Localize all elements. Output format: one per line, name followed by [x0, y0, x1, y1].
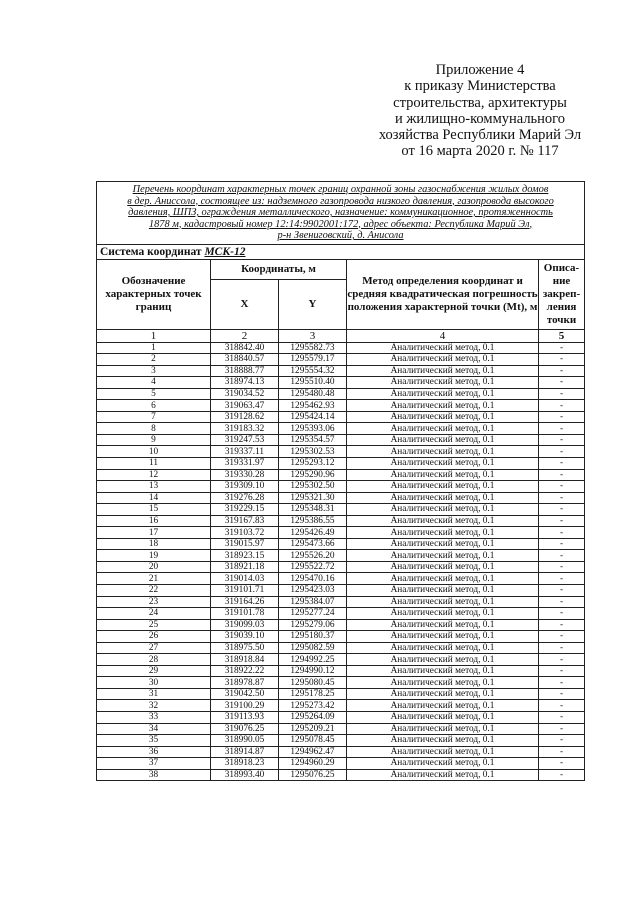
method-value: Аналитический метод, 0.1	[347, 388, 539, 400]
y-value: 1295522.72	[279, 561, 347, 573]
method-value: Аналитический метод, 0.1	[347, 342, 539, 354]
x-value: 318990.05	[211, 735, 279, 747]
table-row	[97, 631, 585, 643]
table-row	[97, 469, 585, 481]
method-value: Аналитический метод, 0.1	[347, 596, 539, 608]
coordinate-system-value: МСК-12	[204, 245, 246, 258]
method-value: Аналитический метод, 0.1	[347, 365, 539, 377]
y-value: 1295462.93	[279, 400, 347, 412]
point-number: 17	[97, 527, 211, 539]
y-value: 1295277.24	[279, 608, 347, 620]
header-line: строительства, архитектуры	[393, 94, 567, 111]
description-value: -	[539, 758, 585, 770]
y-value: 1295510.40	[279, 377, 347, 389]
method-value: Аналитический метод, 0.1	[347, 481, 539, 493]
description-value: -	[539, 538, 585, 550]
table-row	[97, 688, 585, 700]
description-value: -	[539, 642, 585, 654]
y-value: 1294962.47	[279, 746, 347, 758]
description-value: -	[539, 550, 585, 562]
description-value: -	[539, 573, 585, 585]
header-x: X	[211, 279, 279, 329]
method-value: Аналитический метод, 0.1	[347, 469, 539, 481]
header-line: и жилищно-коммунального	[394, 110, 566, 127]
description-value: -	[539, 631, 585, 643]
table-row	[97, 758, 585, 770]
point-number: 33	[97, 712, 211, 724]
point-number: 35	[97, 735, 211, 747]
method-value: Аналитический метод, 0.1	[347, 400, 539, 412]
y-value: 1295264.09	[279, 712, 347, 724]
x-value: 318918.84	[211, 654, 279, 666]
x-value: 319101.71	[211, 584, 279, 596]
point-number: 36	[97, 746, 211, 758]
table-row	[97, 561, 585, 573]
point-number: 31	[97, 688, 211, 700]
point-number: 16	[97, 515, 211, 527]
table-row	[97, 492, 585, 504]
x-value: 319103.72	[211, 527, 279, 539]
point-number: 19	[97, 550, 211, 562]
x-value: 318921.18	[211, 561, 279, 573]
point-number: 22	[97, 584, 211, 596]
table-row	[97, 527, 585, 539]
description-value: -	[539, 434, 585, 446]
table-row	[97, 769, 585, 781]
point-number: 12	[97, 469, 211, 481]
coordinate-system	[97, 244, 585, 259]
y-value: 1295076.25	[279, 769, 347, 781]
table-row	[97, 457, 585, 469]
x-value: 319014.03	[211, 573, 279, 585]
description-value: -	[539, 688, 585, 700]
description-value: -	[539, 365, 585, 377]
y-value: 1295178.25	[279, 688, 347, 700]
x-value: 318975.50	[211, 642, 279, 654]
method-value: Аналитический метод, 0.1	[347, 700, 539, 712]
point-number: 18	[97, 538, 211, 550]
y-value: 1294992.25	[279, 654, 347, 666]
y-value: 1295473.66	[279, 538, 347, 550]
method-value: Аналитический метод, 0.1	[347, 654, 539, 666]
table-row	[97, 411, 585, 423]
description-value: -	[539, 654, 585, 666]
method-value: Аналитический метод, 0.1	[347, 411, 539, 423]
description-value: -	[539, 596, 585, 608]
y-value: 1295480.48	[279, 388, 347, 400]
y-value: 1295180.37	[279, 631, 347, 643]
y-value: 1295582.73	[279, 342, 347, 354]
y-value: 1295426.49	[279, 527, 347, 539]
table-row	[97, 746, 585, 758]
header-coords: Координаты, м	[211, 259, 347, 279]
table-row	[97, 434, 585, 446]
point-number: 11	[97, 457, 211, 469]
title-line: 1878 м, кадастровый номер 12:14:9902001:172, адрес объекта: Республика Марий Эл,	[148, 218, 533, 230]
y-value: 1295393.06	[279, 423, 347, 435]
point-number: 20	[97, 561, 211, 573]
method-value: Аналитический метод, 0.1	[347, 758, 539, 770]
table-row	[97, 723, 585, 735]
description-value: -	[539, 735, 585, 747]
method-value: Аналитический метод, 0.1	[347, 573, 539, 585]
x-value: 319100.29	[211, 700, 279, 712]
table-row	[97, 677, 585, 689]
description-value: -	[539, 400, 585, 412]
x-value: 319015.97	[211, 538, 279, 550]
y-value: 1295554.32	[279, 365, 347, 377]
x-value: 319039.10	[211, 631, 279, 643]
method-value: Аналитический метод, 0.1	[347, 769, 539, 781]
description-value: -	[539, 492, 585, 504]
x-value: 319337.11	[211, 446, 279, 458]
header-line: от 16 марта 2020 г. № 117	[401, 143, 559, 160]
method-value: Аналитический метод, 0.1	[347, 608, 539, 620]
point-number: 2	[97, 354, 211, 366]
description-value: -	[539, 712, 585, 724]
x-value: 318888.77	[211, 365, 279, 377]
description-value: -	[539, 423, 585, 435]
x-value: 319164.26	[211, 596, 279, 608]
description-value: -	[539, 561, 585, 573]
description-value: -	[539, 619, 585, 631]
table-row	[97, 665, 585, 677]
y-value: 1294960.29	[279, 758, 347, 770]
y-value: 1295302.50	[279, 481, 347, 493]
method-value: Аналитический метод, 0.1	[347, 457, 539, 469]
point-number: 30	[97, 677, 211, 689]
x-value: 319128.62	[211, 411, 279, 423]
y-value: 1295293.12	[279, 457, 347, 469]
x-value: 318974.13	[211, 377, 279, 389]
method-value: Аналитический метод, 0.1	[347, 642, 539, 654]
coordinate-system-label: Система координат	[100, 245, 202, 258]
table-row	[97, 654, 585, 666]
header-y: Y	[279, 279, 347, 329]
method-value: Аналитический метод, 0.1	[347, 746, 539, 758]
column-number: 2	[211, 329, 279, 342]
table-row	[97, 573, 585, 585]
point-number: 38	[97, 769, 211, 781]
point-number: 5	[97, 388, 211, 400]
y-value: 1295290.96	[279, 469, 347, 481]
y-value: 1295078.45	[279, 735, 347, 747]
x-value: 319099.03	[211, 619, 279, 631]
y-value: 1295209.21	[279, 723, 347, 735]
method-value: Аналитический метод, 0.1	[347, 434, 539, 446]
description-value: -	[539, 504, 585, 516]
y-value: 1295526.20	[279, 550, 347, 562]
y-value: 1294990.12	[279, 665, 347, 677]
table-row	[97, 504, 585, 516]
title-line: р-н Звениговский, д. Анисола	[277, 230, 404, 241]
description-value: -	[539, 677, 585, 689]
header-line: Приложение 4	[435, 62, 525, 78]
x-value: 319330.28	[211, 469, 279, 481]
method-value: Аналитический метод, 0.1	[347, 665, 539, 677]
table-row	[97, 515, 585, 527]
y-value: 1295423.03	[279, 584, 347, 596]
y-value: 1295386.55	[279, 515, 347, 527]
description-value: -	[539, 584, 585, 596]
point-number: 10	[97, 446, 211, 458]
coordinates-table	[96, 181, 585, 781]
method-value: Аналитический метод, 0.1	[347, 492, 539, 504]
y-value: 1295424.14	[279, 411, 347, 423]
method-value: Аналитический метод, 0.1	[347, 631, 539, 643]
point-number: 24	[97, 608, 211, 620]
point-number: 27	[97, 642, 211, 654]
y-value: 1295384.07	[279, 596, 347, 608]
column-number: 4	[347, 329, 539, 342]
description-value: -	[539, 608, 585, 620]
table-row	[97, 712, 585, 724]
table-row	[97, 735, 585, 747]
table-row	[97, 400, 585, 412]
method-value: Аналитический метод, 0.1	[347, 677, 539, 689]
table-row	[97, 423, 585, 435]
method-value: Аналитический метод, 0.1	[347, 423, 539, 435]
method-value: Аналитический метод, 0.1	[347, 504, 539, 516]
method-value: Аналитический метод, 0.1	[347, 688, 539, 700]
table-row	[97, 596, 585, 608]
method-value: Аналитический метод, 0.1	[347, 515, 539, 527]
x-value: 319101.78	[211, 608, 279, 620]
table-row	[97, 538, 585, 550]
table-row	[97, 377, 585, 389]
method-value: Аналитический метод, 0.1	[347, 354, 539, 366]
y-value: 1295354.57	[279, 434, 347, 446]
x-value: 319276.28	[211, 492, 279, 504]
point-number: 14	[97, 492, 211, 504]
title-line: в дер. Анисcола, состоящее из: надземного газопровода низкого давления, газопровода высокого	[127, 195, 554, 207]
y-value: 1295082.59	[279, 642, 347, 654]
description-value: -	[539, 700, 585, 712]
description-value: -	[539, 527, 585, 539]
x-value: 319063.47	[211, 400, 279, 412]
table-row	[97, 700, 585, 712]
point-number: 25	[97, 619, 211, 631]
x-value: 318923.15	[211, 550, 279, 562]
table-row	[97, 608, 585, 620]
column-numbers-row	[97, 329, 585, 342]
header-line: к приказу Министерства	[404, 78, 556, 95]
x-value: 318978.87	[211, 677, 279, 689]
point-number: 13	[97, 481, 211, 493]
y-value: 1295321.30	[279, 492, 347, 504]
description-value: -	[539, 769, 585, 781]
table-title	[97, 182, 585, 245]
x-value: 319167.83	[211, 515, 279, 527]
x-value: 319113.93	[211, 712, 279, 724]
column-number: 5	[539, 329, 585, 342]
y-value: 1295302.53	[279, 446, 347, 458]
point-number: 8	[97, 423, 211, 435]
description-value: -	[539, 354, 585, 366]
description-value: -	[539, 457, 585, 469]
column-number: 1	[97, 329, 211, 342]
y-value: 1295579.17	[279, 354, 347, 366]
table-row	[97, 365, 585, 377]
title-line: Перечень координат характерных точек границ охранной зоны газоснабжения жилых домов	[132, 184, 549, 195]
y-value: 1295080.45	[279, 677, 347, 689]
point-number: 9	[97, 434, 211, 446]
point-number: 1	[97, 342, 211, 354]
x-value: 319034.52	[211, 388, 279, 400]
header-method: Метод определения координат и средняя квадратическая погрешность положения характерной точки (Mt), м	[347, 259, 539, 329]
x-value: 319229.15	[211, 504, 279, 516]
description-value: -	[539, 446, 585, 458]
method-value: Аналитический метод, 0.1	[347, 584, 539, 596]
y-value: 1295348.31	[279, 504, 347, 516]
point-number: 3	[97, 365, 211, 377]
method-value: Аналитический метод, 0.1	[347, 446, 539, 458]
description-value: -	[539, 377, 585, 389]
table-row	[97, 550, 585, 562]
point-number: 4	[97, 377, 211, 389]
header-description: Описа-ние закреп-ления точки	[539, 259, 585, 329]
description-value: -	[539, 342, 585, 354]
title-line: давления, ШПЗ, ограждения металлического, назначение: коммуникационное, протяженность	[128, 207, 553, 218]
document-header	[360, 62, 600, 160]
point-number: 21	[97, 573, 211, 585]
table-row	[97, 642, 585, 654]
x-value: 319042.50	[211, 688, 279, 700]
point-number: 7	[97, 411, 211, 423]
point-number: 23	[97, 596, 211, 608]
description-value: -	[539, 746, 585, 758]
description-value: -	[539, 481, 585, 493]
method-value: Аналитический метод, 0.1	[347, 723, 539, 735]
method-value: Аналитический метод, 0.1	[347, 712, 539, 724]
point-number: 28	[97, 654, 211, 666]
x-value: 319309.10	[211, 481, 279, 493]
table-row	[97, 354, 585, 366]
y-value: 1295273.42	[279, 700, 347, 712]
description-value: -	[539, 411, 585, 423]
method-value: Аналитический метод, 0.1	[347, 527, 539, 539]
description-value: -	[539, 723, 585, 735]
header-line: хозяйства Республики Марий Эл	[378, 127, 582, 144]
x-value: 319183.32	[211, 423, 279, 435]
method-value: Аналитический метод, 0.1	[347, 377, 539, 389]
x-value: 318918.23	[211, 758, 279, 770]
description-value: -	[539, 665, 585, 677]
method-value: Аналитический метод, 0.1	[347, 561, 539, 573]
point-number: 37	[97, 758, 211, 770]
x-value: 318840.57	[211, 354, 279, 366]
method-value: Аналитический метод, 0.1	[347, 550, 539, 562]
x-value: 318842.40	[211, 342, 279, 354]
point-number: 6	[97, 400, 211, 412]
column-number: 3	[279, 329, 347, 342]
x-value: 319076.25	[211, 723, 279, 735]
x-value: 318922.22	[211, 665, 279, 677]
header-point: Обозначение характерных точек границ	[97, 259, 211, 329]
method-value: Аналитический метод, 0.1	[347, 538, 539, 550]
x-value: 318993.40	[211, 769, 279, 781]
y-value: 1295470.16	[279, 573, 347, 585]
x-value: 319331.97	[211, 457, 279, 469]
point-number: 29	[97, 665, 211, 677]
y-value: 1295279.06	[279, 619, 347, 631]
point-number: 34	[97, 723, 211, 735]
method-value: Аналитический метод, 0.1	[347, 619, 539, 631]
x-value: 318914.87	[211, 746, 279, 758]
point-number: 15	[97, 504, 211, 516]
point-number: 32	[97, 700, 211, 712]
method-value: Аналитический метод, 0.1	[347, 735, 539, 747]
table-row	[97, 388, 585, 400]
table-row	[97, 342, 585, 354]
table-row	[97, 481, 585, 493]
point-number: 26	[97, 631, 211, 643]
table-row	[97, 446, 585, 458]
description-value: -	[539, 515, 585, 527]
description-value: -	[539, 388, 585, 400]
table-row	[97, 619, 585, 631]
x-value: 319247.53	[211, 434, 279, 446]
description-value: -	[539, 469, 585, 481]
table-row	[97, 584, 585, 596]
